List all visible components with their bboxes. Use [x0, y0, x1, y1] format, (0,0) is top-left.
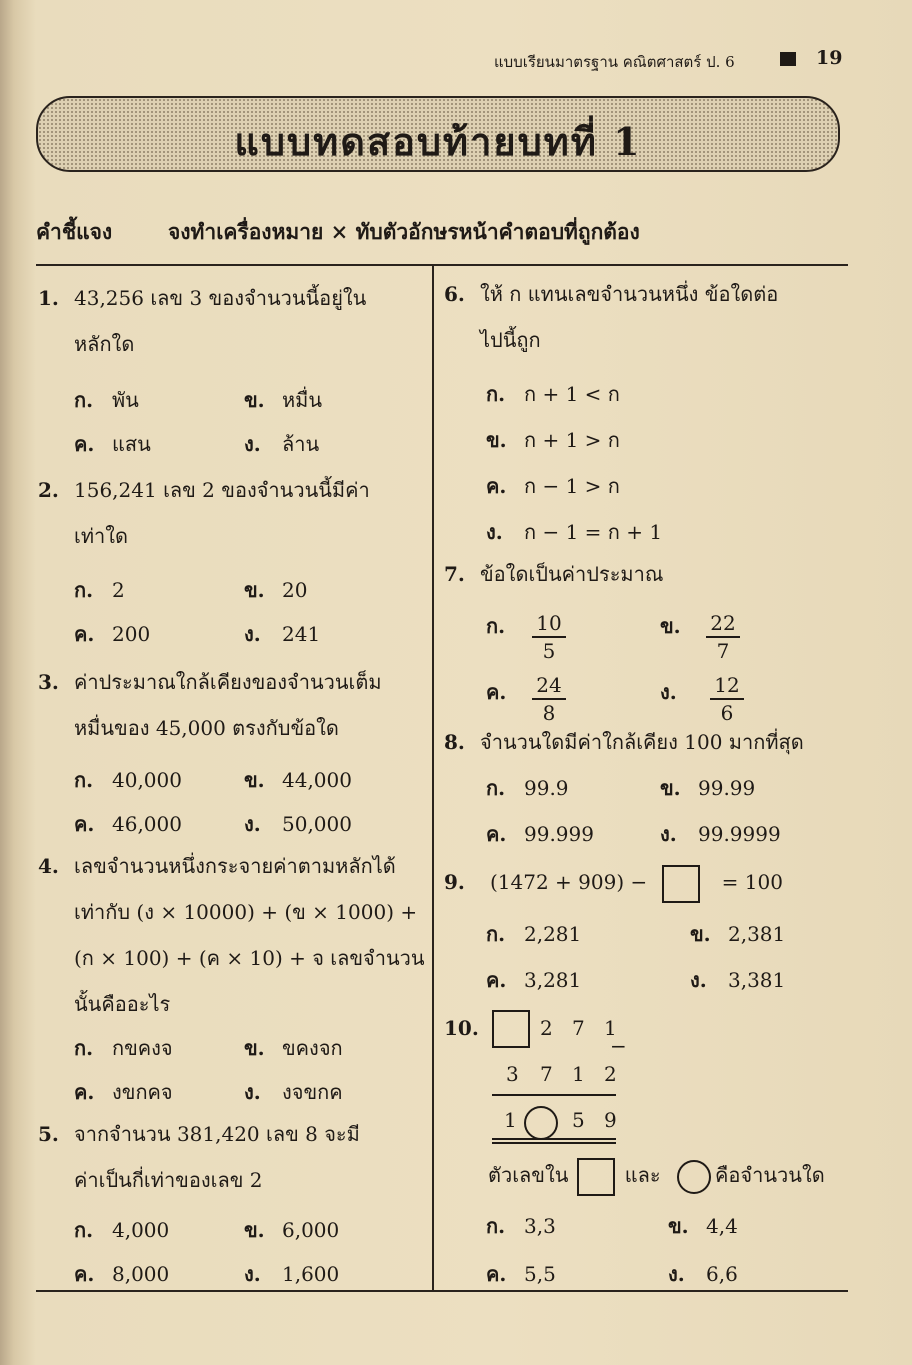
question-number: 9.	[444, 870, 465, 894]
option-9-a[interactable]	[486, 918, 581, 950]
option-text: 6,6	[706, 1262, 738, 1286]
option-text: 1,600	[282, 1262, 340, 1286]
question-3	[38, 660, 428, 760]
option-1-d[interactable]	[244, 428, 319, 460]
option-10-c[interactable]	[486, 1258, 556, 1290]
option-letter: ค.	[74, 1080, 95, 1104]
option-text: 44,000	[282, 768, 352, 792]
option-text: 2,381	[728, 922, 786, 946]
option-10-a[interactable]	[486, 1210, 556, 1242]
minus-sign: −	[610, 1034, 627, 1058]
answer-box	[492, 1010, 530, 1048]
option-text: 241	[282, 622, 321, 646]
option-6-b[interactable]	[486, 424, 620, 456]
column-divider	[432, 264, 434, 1292]
answer-circle	[677, 1160, 711, 1194]
fraction-denominator: 6	[720, 701, 734, 725]
option-letter: ข.	[668, 1214, 689, 1238]
instructions	[36, 212, 896, 252]
option-text: 99.9999	[698, 822, 781, 846]
option-8-c[interactable]	[486, 818, 594, 850]
question-text: ค่าเป็นกี่เท่าของเลข 2	[74, 1168, 263, 1192]
option-text: 2,281	[524, 922, 582, 946]
option-7-d[interactable]	[660, 676, 698, 708]
title-banner	[36, 96, 840, 172]
option-text: หมื่น	[282, 388, 323, 412]
page-number: 19	[816, 47, 843, 69]
option-text: ก − 1 = ก + 1	[524, 520, 663, 544]
question-number: 6.	[444, 282, 465, 306]
option-5-a[interactable]	[74, 1214, 169, 1246]
question-6	[444, 272, 844, 372]
question-number: 2.	[38, 478, 59, 502]
option-8-b[interactable]	[660, 772, 755, 804]
option-letter: ข.	[690, 922, 711, 946]
option-3-c[interactable]	[74, 808, 182, 840]
answer-box	[662, 865, 700, 903]
digit: 2	[540, 1016, 553, 1040]
fraction-numerator: 10	[532, 610, 566, 638]
option-10-d[interactable]	[668, 1258, 738, 1290]
option-letter: ข.	[244, 768, 265, 792]
question-5	[38, 1112, 428, 1212]
option-7-c[interactable]	[486, 676, 524, 708]
option-text: ขคงจก	[282, 1036, 343, 1060]
answer-circle	[524, 1106, 558, 1140]
option-letter: ค.	[486, 1262, 507, 1286]
digit: 1	[572, 1062, 585, 1086]
option-letter: ก.	[486, 614, 506, 638]
option-text: ก + 1 > ก	[524, 428, 620, 452]
option-text: งขกคจ	[112, 1080, 173, 1104]
result-line	[492, 1142, 616, 1144]
question-text: เท่าใด	[74, 524, 129, 548]
option-letter: ก.	[486, 1214, 506, 1238]
option-text: 46,000	[112, 812, 182, 836]
bottom-rule	[36, 1290, 848, 1292]
sum-line	[492, 1094, 616, 1096]
digit: 9	[604, 1108, 617, 1132]
option-10-b[interactable]	[668, 1210, 738, 1242]
option-2-a[interactable]	[74, 574, 125, 606]
option-letter: ง.	[244, 1080, 261, 1104]
question-text: นั้นคืออะไร	[74, 992, 171, 1016]
question-text: ให้ ก แทนเลขจำนวนหนึ่ง ข้อใดต่อ	[480, 282, 779, 306]
question-text: คือจำนวนใด	[715, 1163, 825, 1187]
option-text: 50,000	[282, 812, 352, 836]
question-expression-right: = 100	[721, 870, 783, 894]
option-letter: ง.	[668, 1262, 685, 1286]
header-square-icon	[780, 52, 796, 66]
question-4	[38, 844, 428, 1028]
fraction-denominator: 8	[542, 701, 556, 725]
option-4-b[interactable]	[244, 1032, 343, 1064]
question-text: (ก × 100) + (ค × 10) + จ เลขจำนวน	[74, 946, 425, 970]
question-text: ไปนี้ถูก	[480, 328, 541, 352]
option-letter: ข.	[660, 776, 681, 800]
option-6-d[interactable]	[486, 516, 662, 548]
option-1-a[interactable]	[74, 384, 139, 416]
option-1-c[interactable]	[74, 428, 151, 460]
option-letter: ก.	[74, 1036, 94, 1060]
option-8-d[interactable]	[660, 818, 781, 850]
option-letter: ข.	[660, 614, 681, 638]
option-letter: ค.	[486, 968, 507, 992]
option-text: 8,000	[112, 1262, 170, 1286]
option-letter: ง.	[690, 968, 707, 992]
option-letter: ง.	[486, 520, 503, 544]
option-4-a[interactable]	[74, 1032, 173, 1064]
option-9-c[interactable]	[486, 964, 581, 996]
question-1	[38, 276, 428, 376]
option-6-c[interactable]	[486, 470, 620, 502]
option-letter: ง.	[244, 622, 261, 646]
option-letter: ค.	[74, 432, 95, 456]
digit: 7	[572, 1016, 585, 1040]
option-4-c[interactable]	[74, 1076, 173, 1108]
option-letter: ง.	[244, 432, 261, 456]
option-text: 200	[112, 622, 151, 646]
instruction-text: จงทำเครื่องหมาย × ทับตัวอักษรหน้าคำตอบที่ถูกต้อง	[168, 219, 640, 244]
option-letter: ง.	[244, 812, 261, 836]
option-letter: ค.	[74, 812, 95, 836]
question-8	[444, 720, 864, 764]
option-letter: ง.	[660, 680, 677, 704]
question-text: เลขจำนวนหนึ่งกระจายค่าตามหลักได้	[74, 854, 396, 878]
digit: 2	[604, 1062, 617, 1086]
digit: 1	[504, 1108, 517, 1132]
question-text: หมื่นของ 45,000 ตรงกับข้อใด	[74, 716, 339, 740]
question-text: จำนวนใดมีค่าใกล้เคียง 100 มากที่สุด	[480, 730, 804, 754]
question-text: จากจำนวน 381,420 เลข 8 จะมี	[74, 1122, 360, 1146]
question-text: เท่ากับ (ง × 10000) + (ข × 1000) +	[74, 900, 418, 924]
instruction-label: คำชี้แจง	[36, 219, 113, 244]
question-number: 1.	[38, 286, 59, 310]
fraction-7-a	[532, 610, 566, 664]
option-text: 3,3	[524, 1214, 556, 1238]
page-header	[460, 44, 860, 74]
question-number: 4.	[38, 854, 59, 878]
option-2-b[interactable]	[244, 574, 307, 606]
option-5-c[interactable]	[74, 1258, 169, 1290]
question-number: 10.	[444, 1016, 479, 1040]
option-text: 4,4	[706, 1214, 738, 1238]
option-letter: ค.	[486, 680, 507, 704]
option-letter: ค.	[74, 622, 95, 646]
digit: 1	[604, 1016, 617, 1040]
question-text: ตัวเลขใน	[488, 1163, 569, 1187]
fraction-denominator: 7	[716, 639, 730, 663]
option-letter: ข.	[244, 578, 265, 602]
fraction-7-c	[532, 672, 566, 726]
option-letter: ข.	[244, 1036, 265, 1060]
digit: 3	[506, 1062, 519, 1086]
option-text: 99.999	[524, 822, 594, 846]
fraction-7-d	[710, 672, 744, 726]
option-letter: ก.	[74, 1218, 94, 1242]
option-text: ล้าน	[282, 432, 320, 456]
option-text: 3,281	[524, 968, 582, 992]
option-letter: ก.	[486, 776, 506, 800]
option-text: พัน	[112, 388, 139, 412]
option-5-b[interactable]	[244, 1214, 339, 1246]
option-letter: ก.	[486, 382, 506, 406]
option-text: กขคงจ	[112, 1036, 173, 1060]
option-7-a[interactable]	[486, 610, 524, 642]
question-number: 3.	[38, 670, 59, 694]
option-text: 5,5	[524, 1262, 556, 1286]
question-text: ข้อใดเป็นค่าประมาณ	[480, 562, 664, 586]
option-6-a[interactable]	[486, 378, 620, 410]
top-rule	[36, 264, 848, 266]
question-7	[444, 552, 844, 596]
option-letter: ก.	[74, 768, 94, 792]
answer-box	[577, 1158, 615, 1196]
option-text: 6,000	[282, 1218, 340, 1242]
question-text: 43,256 เลข 3 ของจำนวนนี้อยู่ใน	[74, 286, 367, 310]
option-2-c[interactable]	[74, 618, 150, 650]
question-2	[38, 468, 428, 568]
option-letter: ค.	[486, 822, 507, 846]
option-letter: ข.	[244, 1218, 265, 1242]
option-text: 20	[282, 578, 308, 602]
option-text: แสน	[112, 432, 151, 456]
fraction-denominator: 5	[542, 639, 556, 663]
option-7-b[interactable]	[660, 610, 698, 642]
option-1-b[interactable]	[244, 384, 322, 416]
digit: 5	[572, 1108, 585, 1132]
digit: 7	[540, 1062, 553, 1086]
option-letter: ข.	[486, 428, 507, 452]
option-text: 99.9	[524, 776, 569, 800]
option-letter: ก.	[486, 922, 506, 946]
option-letter: ข.	[244, 388, 265, 412]
option-3-b[interactable]	[244, 764, 352, 796]
option-letter: ค.	[486, 474, 507, 498]
fraction-numerator: 12	[710, 672, 744, 700]
option-5-d[interactable]	[244, 1258, 339, 1290]
question-number: 8.	[444, 730, 465, 754]
option-letter: ง.	[244, 1262, 261, 1286]
option-text: ก + 1 < ก	[524, 382, 620, 406]
option-2-d[interactable]	[244, 618, 320, 650]
option-letter: ค.	[74, 1262, 95, 1286]
fraction-numerator: 24	[532, 672, 566, 700]
question-10-text	[488, 1156, 825, 1196]
question-number: 5.	[38, 1122, 59, 1146]
option-9-d[interactable]	[690, 964, 785, 996]
option-letter: ก.	[74, 578, 94, 602]
option-letter: ง.	[660, 822, 677, 846]
question-expression-left: (1472 + 909) −	[490, 870, 648, 894]
option-text: 99.99	[698, 776, 756, 800]
question-text: 156,241 เลข 2 ของจำนวนนี้มีค่า	[74, 478, 370, 502]
question-9	[444, 864, 783, 903]
option-text: 3,381	[728, 968, 786, 992]
option-text: ก − 1 > ก	[524, 474, 620, 498]
book-title: แบบเรียนมาตรฐาน คณิตศาสตร์ ป. 6	[494, 53, 735, 71]
question-text: และ	[624, 1163, 661, 1187]
option-3-a[interactable]	[74, 764, 182, 796]
option-text: 40,000	[112, 768, 182, 792]
option-4-d[interactable]	[244, 1076, 343, 1108]
option-9-b[interactable]	[690, 918, 785, 950]
option-text: งจขกค	[282, 1080, 343, 1104]
question-number: 7.	[444, 562, 465, 586]
option-text: 4,000	[112, 1218, 170, 1242]
fraction-7-b	[706, 610, 740, 664]
fraction-numerator: 22	[706, 610, 740, 638]
result-line	[492, 1138, 616, 1140]
option-text: 2	[112, 578, 125, 602]
option-8-a[interactable]	[486, 772, 569, 804]
option-3-d[interactable]	[244, 808, 352, 840]
question-text: ค่าประมาณใกล้เคียงของจำนวนเต็ม	[74, 670, 382, 694]
option-letter: ก.	[74, 388, 94, 412]
question-text: หลักใด	[74, 332, 135, 356]
test-title: แบบทดสอบท้ายบทที่ 1	[234, 119, 642, 164]
